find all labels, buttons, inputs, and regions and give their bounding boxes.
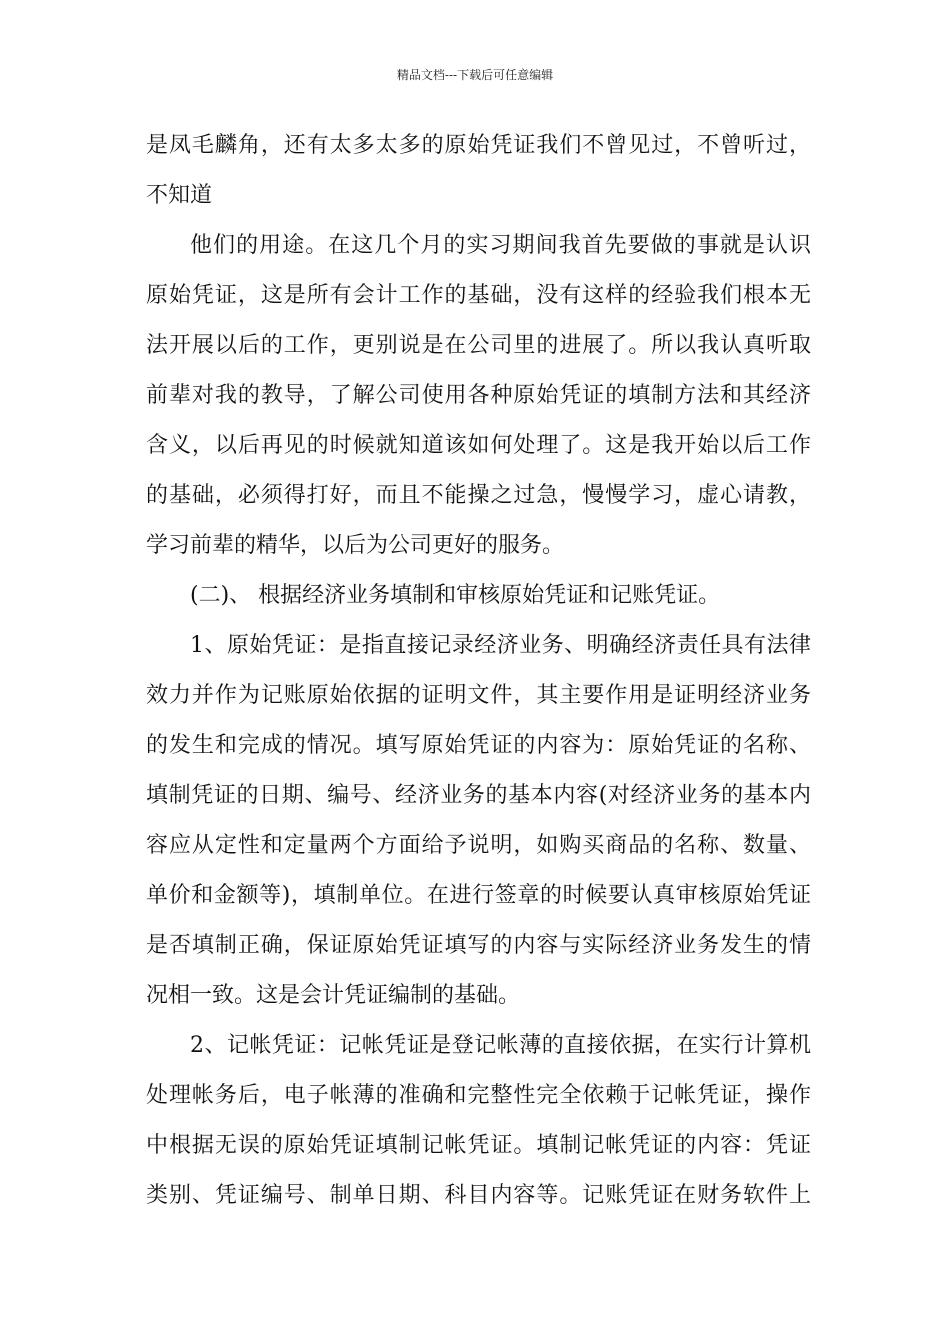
page-header: 精品文档---下载后可任意编辑 [396,68,554,82]
text-line: (二)、 根据经济业务填制和审核原始凭证和记账凭证。 [190,583,721,608]
text-line: 2、记帐凭证：记帐凭证是登记帐薄的直接依据，在实行计算机 [190,1033,811,1058]
text-line: 他们的用途。在这几个月的实习期间我首先要做的事就是认识 [190,233,811,258]
text-line: 填制凭证的日期、编号、经济业务的基本内容(对经济业务的基本内 [146,783,811,808]
text-line: 类别、凭证编号、制单日期、科目内容等。记账凭证在财务软件上 [146,1183,811,1208]
text-line: 是否填制正确，保证原始凭证填写的内容与实际经济业务发生的情 [146,933,811,958]
text-line: 法开展以后的工作，更别说是在公司里的进展了。所以我认真听取 [146,333,811,358]
text-line: 是凤毛麟角，还有太多太多的原始凭证我们不曾见过，不曾听过， [146,133,811,158]
text-line: 中根据无误的原始凭证填制记帐凭证。填制记帐凭证的内容：凭证 [146,1133,811,1158]
text-line: 含义，以后再见的时候就知道该如何处理了。这是我开始以后工作 [146,433,811,458]
text-line: 学习前辈的精华，以后为公司更好的服务。 [146,533,565,558]
text-line: 1、原始凭证：是指直接记录经济业务、明确经济责任具有法律 [190,633,811,658]
document-body [146,130,811,1230]
text-line: 容应从定性和定量两个方面给予说明，如购买商品的名称、数量、 [146,833,811,858]
text-line: 效力并作为记账原始依据的证明文件，其主要作用是证明经济业务 [146,683,811,708]
text-line: 况相一致。这是会计凭证编制的基础。 [146,983,521,1008]
text-line: 处理帐务后，电子帐薄的准确和完整性完全依赖于记帐凭证，操作 [146,1083,811,1108]
text-line: 原始凭证，这是所有会计工作的基础，没有这样的经验我们根本无 [146,283,811,308]
text-line: 前辈对我的教导，了解公司使用各种原始凭证的填制方法和其经济 [146,383,811,408]
text-line: 的发生和完成的情况。填写原始凭证的内容为：原始凭证的名称、 [146,733,811,758]
text-line: 单价和金额等)，填制单位。在进行签章的时候要认真审核原始凭证 [146,883,811,908]
text-line: 的基础，必须得打好，而且不能操之过急，慢慢学习，虚心请教， [146,483,811,508]
text-line: 不知道 [146,183,213,208]
